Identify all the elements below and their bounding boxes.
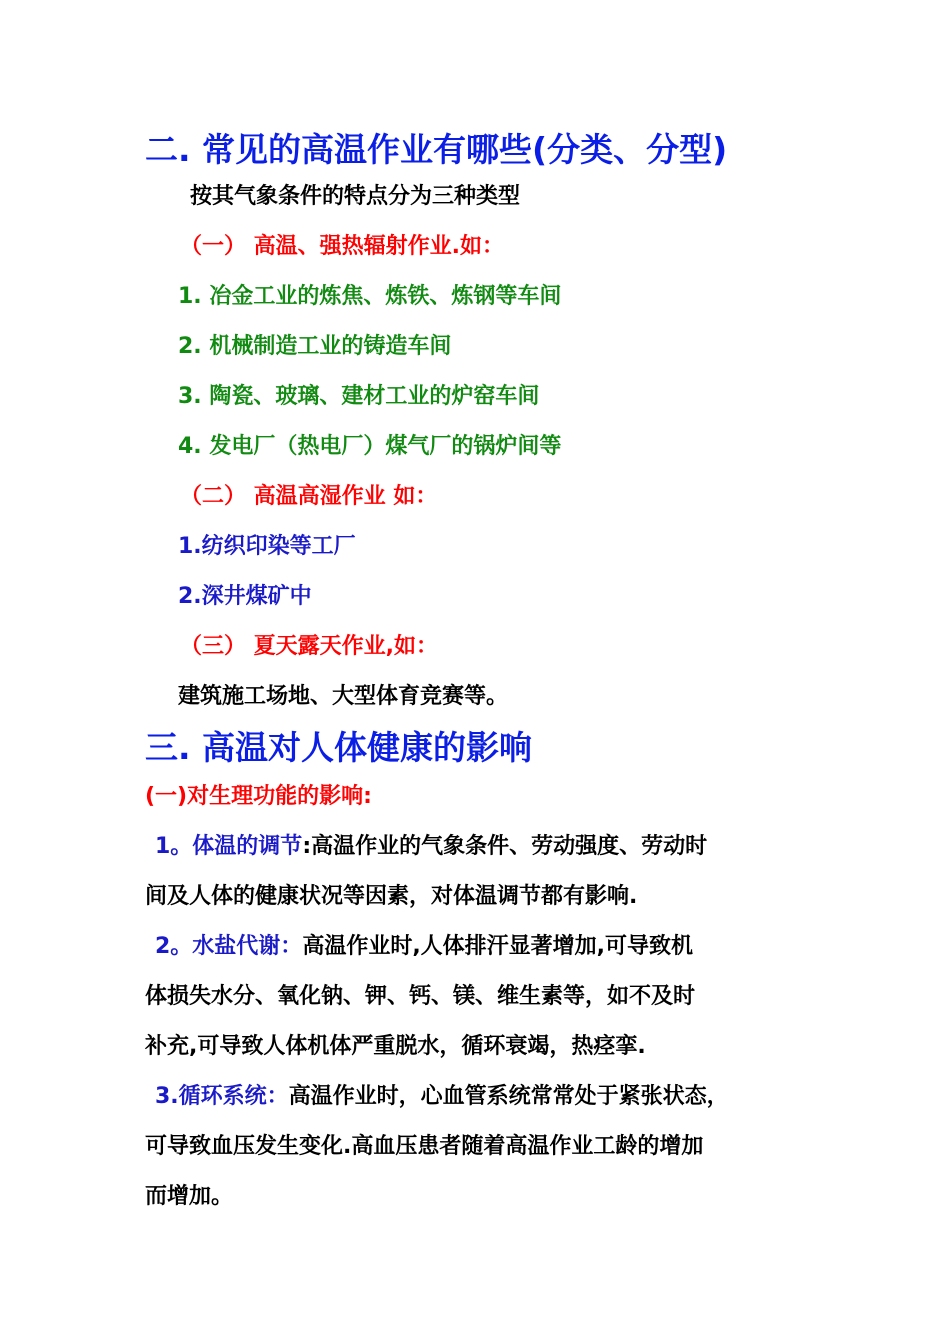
category-1-item: 3. 陶瓷、玻璃、建材工业的炉窑车间 [178, 384, 540, 409]
paragraph-1-line [155, 834, 707, 860]
category-3-text: 建筑施工场地、大型体育竞赛等。 [178, 684, 509, 709]
paragraph-3-line [155, 1084, 729, 1110]
section-2-title: 二. 常见的高温作业有哪些(分类、分型) [145, 130, 728, 169]
paragraph-3-text: 高温作业时，心血管系统常常处于紧张状态， [288, 1084, 729, 1109]
paragraph-2-text: 高温作业时,人体排汗显著增加,可导致机 [302, 934, 694, 959]
section-3-title: 三. 高温对人体健康的影响 [145, 728, 533, 767]
category-3-heading: （三） 夏天露天作业,如： [180, 634, 439, 659]
category-2-heading: （二） 高温高湿作业 如： [180, 484, 438, 509]
paragraph-1-line: 间及人体的健康状况等因素，对体温调节都有影响. [145, 884, 638, 909]
paragraph-3-label: 3.循环系统： [155, 1084, 289, 1109]
paragraph-3-line: 可导致血压发生变化.高血压患者随着高温作业工龄的增加 [145, 1134, 704, 1159]
paragraph-2-line [155, 934, 693, 960]
paragraph-1-label: 1。体温的调节 [155, 834, 303, 859]
category-2-item: 1.纺织印染等工厂 [178, 534, 356, 559]
paragraph-2-label: 2。水盐代谢： [155, 934, 303, 959]
paragraph-2-line: 体损失水分、氧化钠、钾、钙、镁、维生素等，如不及时 [145, 984, 696, 1009]
category-1-item: 1. 冶金工业的炼焦、炼铁、炼钢等车间 [178, 284, 562, 309]
paragraph-2-line: 补充,可导致人体机体严重脱水，循环衰竭，热痉挛. [145, 1034, 646, 1059]
paragraph-3-line: 而增加。 [145, 1184, 234, 1209]
category-1-item: 2. 机械制造工业的铸造车间 [178, 334, 452, 359]
section-3-subheading: (一)对生理功能的影响: [145, 784, 372, 809]
category-2-item: 2.深井煤矿中 [178, 584, 312, 609]
category-1-heading: （一） 高温、强热辐射作业.如： [180, 234, 505, 259]
paragraph-1-text: :高温作业的气象条件、劳动强度、劳动时 [302, 834, 708, 859]
section-2-intro: 按其气象条件的特点分为三种类型 [190, 184, 521, 209]
category-1-item: 4. 发电厂（热电厂）煤气厂的锅炉间等 [178, 434, 562, 459]
